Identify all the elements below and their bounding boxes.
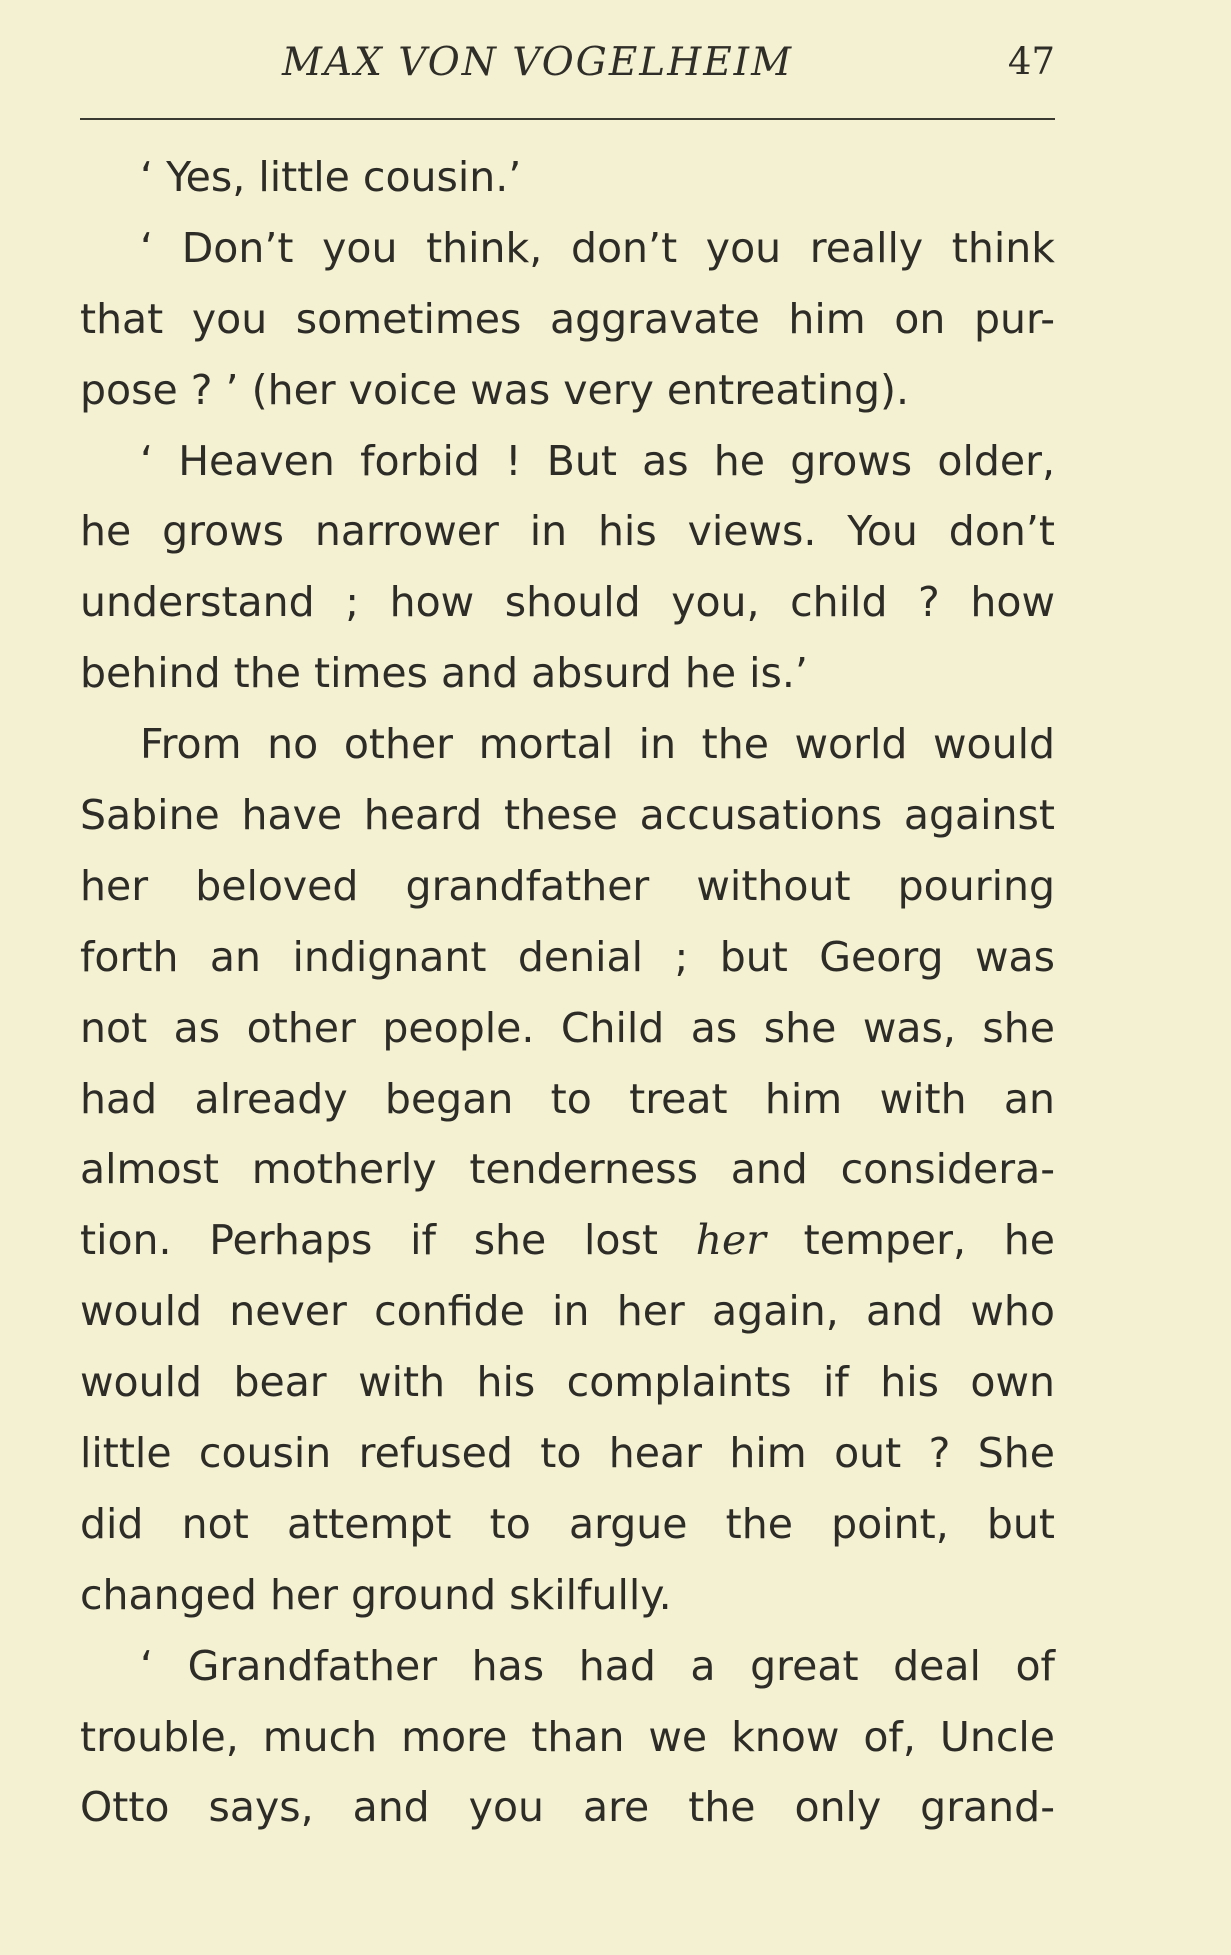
text-line: little cousin refused to hear him out ? She	[80, 1429, 1055, 1478]
text-line: had already began to treat him with an	[80, 1074, 1055, 1123]
header-rule	[80, 118, 1055, 120]
text-line: not as other people. Child as she was, she	[80, 1003, 1055, 1052]
text-line: would bear with his complaints if his own	[80, 1358, 1055, 1407]
running-title: MAX VON VOGELHEIM	[281, 40, 794, 85]
text-line: ‘ Yes, little cousin.’	[140, 153, 522, 201]
text-line: he grows narrower in his views. You don’t	[80, 507, 1055, 556]
text-segment: temper, he	[803, 1216, 1055, 1265]
text-line: understand ; how should you, child ? how	[80, 578, 1055, 627]
text-line: behind the times and absurd he is.’	[80, 649, 808, 698]
text-line	[80, 1205, 1055, 1276]
text-line: forth an indignant denial ; but Georg was	[80, 932, 1055, 981]
text-segment: tion. Perhaps if she lost	[80, 1216, 658, 1265]
text-line: that you sometimes aggravate him on pur-	[80, 294, 1055, 343]
text-line: changed her ground skilfully.	[80, 1570, 672, 1619]
text-line: almost motherly tenderness and considera-	[80, 1145, 1055, 1194]
body-text	[80, 142, 1080, 1843]
running-head	[80, 40, 1055, 100]
text-line: Sabine have heard these accusations against	[80, 791, 1055, 840]
text-line: Otto says, and you are the only grand-	[80, 1783, 1055, 1832]
text-line: her beloved grandfather without pouring	[80, 861, 1055, 910]
text-line: ‘ Heaven forbid ! But as he grows older,	[140, 436, 1055, 485]
text-line: would never confide in her again, and who	[80, 1287, 1055, 1336]
text-line: did not attempt to argue the point, but	[80, 1499, 1055, 1548]
page-number: 47	[1007, 40, 1055, 83]
text-line: From no other mortal in the world would	[140, 720, 1055, 769]
italic-word: her	[695, 1216, 766, 1265]
text-line: trouble, much more than we know of, Uncle	[80, 1712, 1055, 1761]
text-line: ‘ Don’t you think, don’t you really think	[140, 223, 1055, 272]
text-line: ‘ Grandfather has had a great deal of	[140, 1641, 1055, 1690]
text-line: pose ? ’ (her voice was very entreating).	[80, 365, 910, 414]
